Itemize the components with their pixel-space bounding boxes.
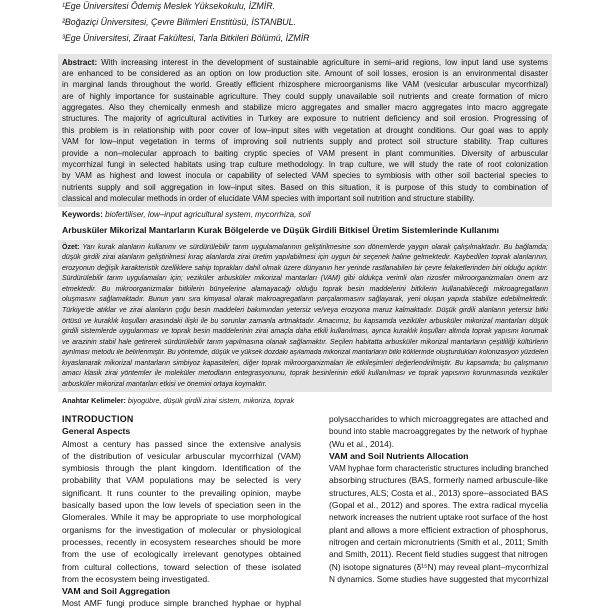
nutrients-allocation-line: (Gopal et al., 2012) and spores. The extra radical mycelia [329,500,548,511]
ozet-label: Özet: [62,243,80,251]
soil-aggregation-continued-line: (Wu et al., 2014). [329,438,395,449]
anahtar-kelimeler [62,395,548,406]
soil-aggregation-continued-line: polysaccharides to which microaggregates are attached and [329,414,549,424]
keywords-text: biofertiliser, low–input agricultural system, mycorrhiza, soil [105,209,311,219]
general-aspects-line: Glomerales. While it may be appropriate to use morphological [62,512,301,523]
ozet-line: örtüsü ve kuraklık koşulları arasındaki ilişki ile bu sorunlar zamanla artmaktadır. Amacımız, bu kapsamda veziküler arbusküler mikorizal mantarları düşük [62,317,548,325]
soil-aggregation-line: Most AMF fungi produce simple branched hyphae or hyphal [62,598,301,609]
general-aspects-line: from cultural collections, toward selection of these isolated [62,561,301,572]
general-aspects-line: processes, recently in ecosystem researches should be more [62,536,301,547]
nutrients-allocation-line: and Smith, 2011). Recent field studies suggest that nitrogen [329,549,548,560]
nutrients-allocation-line: VAM hyphae form characteristic structures including branched [329,463,549,474]
nutrients-allocation-line: structures, ALS; Costa et al., 2013) spore–associated BAS [329,487,549,498]
general-aspects-line: Almost a century has passed since the extensive analysis [62,438,301,449]
anahtar-kelimeler-text: biyogübre, düşük girdili zirai sistem, mikoriza, toprak [127,395,295,405]
abstract-text [62,57,548,205]
abstract-line: are of highly importance for sustainable agriculture. They could supply unavailable soil nutrients and create formation of micro [62,91,548,101]
abstract-line: VAM for low–input vegetation in terms of improving soil nutrients supply and protect soil structure stability. Trap cultures [62,137,548,147]
soil-aggregation-paragraph-continued [329,413,548,450]
subheading-vam-soil-nutrients-allocation: VAM and Soil Nutrients Allocation [329,450,469,461]
ozet-line: Türkiye'de atıklar ve zirai alanların çoğu besin maddeleri bakımından yetersiz ve/veya erozyona maruz kalmaktadır. Düşük girdili alanların yetersiz bitki [62,306,548,314]
abstract-line: are enhanced to be considered as an option on low production site. Amount of soil losses, erosion is an environmental disaster [62,68,548,78]
subheading-general-aspects: General Aspects [62,426,131,437]
nutrients-allocation-line: nitrogen and certain micronutrients (Smith et al., 2011; Smith [329,536,549,547]
soil-aggregation-paragraph [62,597,301,609]
ozet-line: oluşmasını sağlamaktadır. Bunun yanı sıra kimyasal olarak makroagregatların parçalanmasını sağlayarak, yeni oluşan yapıda stabilize edebilmektedir. [62,296,548,304]
abstract-line [62,57,548,68]
abstract-line: classical and molecular methods in order of elucidate VAM species with important soil nutrition and structure stability. [62,194,475,204]
abstract-line: in marginal lands throughout the world. Greatly efficient rhizosphere microorganisms like VAM (vesicular arbuscular mycorrhizal) [62,80,548,90]
general-aspects-line: significant. It runs counter to the prevailing opinion, maybe [62,487,301,498]
left-column [62,413,301,610]
abstract-line: mycorrhizal fungi in selected habitats using trap culture methodology. In trap culture, we will study the rate of root colonization [62,160,548,170]
abstract-line: by VAM as highest and lowest inocula or capability of selected VAM species to symbiosis with other soil bacterial species to [62,171,548,181]
abstract-line: this problem is in relationship with poor cover of low–input sites with vegetation at drought conditions. Our goal was to apply [62,125,548,135]
ozet-line: girdili sistemlerde uygulanması ve toprak besin maddelerinin zirai amaçla daha etkili kullanılması, ayrıca kuraklık koşulları altında toprak yapısını korumak [62,328,548,336]
nutrients-allocation-line: absorbing structures (BAS, formerly named arbuscule-like [329,475,548,486]
ozet-line: kıyaslanarak mikorizal mantarların simbiyoz kapasiteleri, diğer toprak mikroorganizmaları ile etkileşimleri değerlendirilmiştir. Bu kapsamda; bu çalışmanın [62,359,548,367]
keywords-label: Keywords: [62,209,103,219]
nutrients-allocation-line: N dynamics. Some studies have suggested that mycorrhizal [329,573,549,584]
ozet-line: erozyonun değişik karakteristik özelliklere sahip toprakları dahil olmak üzere dünyanın her yerinde rastlanabilen bir çevre felaketlerinden biri olduğu açıktır. [62,264,548,272]
ozet-line-text: Yarı kurak alanların kullanımı ve sürdürülebilir tarım uygulamalarının geliştirilmesine son dönemlerde yaygın olarak çalışılmaktadır. Bu bağlamda; [82,243,548,251]
ozet-line: amacı klasik zirai yöntemler ile moleküler metodların entegrasyonunu, toprak besinlerinin etkili kullanılması ve toprak yapısının korunmasında veziküler [62,370,548,378]
abstract-label: Abstract: [62,57,98,67]
ozet-line: etmektedir. Bu mikroorganizmalar bitkilerin bünyelerine alamayacağı olduğu toprak besin maddelerini bitkilerin kullanabileceği mikroagregatların [62,285,548,293]
general-aspects-line: symbiosis through the plant kingdom. Identification of the [62,463,301,474]
ozet-line: düşük girdili zirai alanların geliştirilmesi kıraç alanlarda zirai üretim yapılabilmesi için uygun bir seçenek haline gelmektedir. Kaybedilen toprak alanlarının, [62,254,548,262]
ozet-line: ayrılması metodu ile belirlenmiştir. Bu yöntemde, düşük ve yüksek dozdaki aşılamada mikorizal mantarların bitki köklerinde oluşturdukları kolonizasyon yüzdeleri [62,349,549,357]
abstract-line: provide a non–molecular approach to baiting cryptic species of VAM present in plant communities. Diversity of arbuscular [62,148,548,158]
nutrients-allocation-line: network increases the nutrient uptake root surface of the host [329,512,548,523]
right-column [329,413,548,585]
affiliation-1: ¹Ege Üniversitesi Ödemiş Meslek Yüksekokulu, İZMİR. [62,1,275,11]
abstract-line: structures. The majority of agricultural activities in Turkey are exposure to nutrient deficiency and soil erosion. Progressing of [62,114,548,124]
ozet-text [62,243,548,391]
affiliation-3: ³Ege Üniversitesi, Ziraat Fakültesi, Tarla Bitkileri Bölümü, İZMİR [62,33,310,43]
affiliation-2: ²Boğaziçi Üniversitesi, Çevre Bilimleri Enstitüsü, İSTANBUL. [62,16,296,27]
abstract-line-text: With increasing interest in the development of sustainable agriculture in semi–arid regions, low input land use systems [101,57,548,67]
nutrients-allocation-line: plant and allows a more efficient extraction of phosphorus, [329,524,549,535]
ozet-line [62,243,548,254]
general-aspects-line: of the distribution of vesicular arbuscular mycorrhizal (VAM) [62,450,301,461]
general-aspects-line: from the use of ecologically irrelevant genotypes obtained [62,549,301,560]
abstract-line: nutrients supply and soil aggregation in low–input sites. Based on this situation, it is purpose of this study to combination of [62,182,548,192]
abstract-line: aggregates. Also they chemically enmesh and stabilize micro aggregates and smaller macro aggregates into macro aggregate [62,103,548,113]
anahtar-kelimeler-label: Anahtar Kelimeler: [62,395,126,405]
ozet-line: ve arazinin stabil hale getirerek sürdürülebilir tarım yapılmasına olanak sağlamaktır. Seçilen habitatta arbusküler mikorizal mantarların çeşitliliği kültürlerin [62,338,548,346]
general-aspects-paragraph [62,438,301,586]
general-aspects-line: probability that VAM populations may be selected is very [62,475,301,486]
nutrients-allocation-paragraph [329,462,548,585]
general-aspects-line: organisms for the investigation of molecular or physiological [62,524,301,535]
nutrients-allocation-line: (N) isotope signatures (δ¹⁵N) may reveal plant–mycorrhizal [329,561,549,572]
ozet-line: arbusküler mikorizal mantarları etkisi ve önemini ortaya koymaktır. [62,380,267,388]
general-aspects-line: basically based upon the low levels of speciation seen in the [62,500,301,511]
turkish-title: Arbusküler Mikorizal Mantarların Kurak Bölgelerde ve Düşük Girdili Bitkisel Üretim Sistemlerinde Kullanımı [62,224,499,235]
subheading-vam-soil-aggregation: VAM and Soil Aggregation [62,586,171,597]
keywords [62,209,548,220]
general-aspects-line: from the ecosystem being investigated. [62,573,210,584]
soil-aggregation-continued-line: bound into stable macroaggregates by the network of hyphae [329,426,548,437]
ozet-line: Sürdürülebilir tarım uygulamaları için; veziküler arbusküler mikorizal mantarları (VAM) gibi oldukça verimli olan rizosfer mikroorganizmaları önem arz [62,275,548,283]
section-heading-introduction: INTRODUCTION [62,414,134,424]
